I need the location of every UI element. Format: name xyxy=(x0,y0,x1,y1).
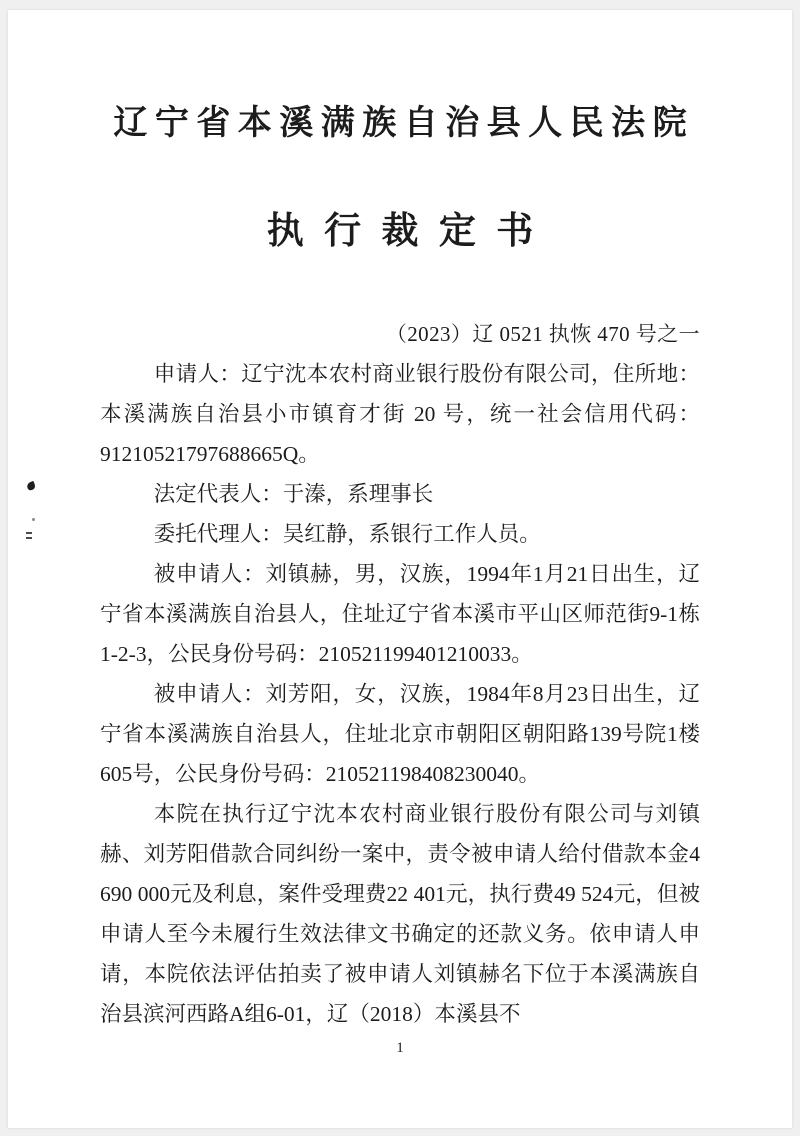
scan-artifact-mark xyxy=(26,481,36,491)
case-number: （2023）辽 0521 执恢 470 号之一 xyxy=(385,322,700,347)
paragraph-respondent-2: 被申请人：刘芳阳，女，汉族，1984年8月23日出生，辽宁省本溪满族自治县人，住址北京市朝阳区朝阳路139号院1楼605号，公民身份号码：210521198408230040。 xyxy=(100,682,700,787)
scan-artifact-lines xyxy=(26,532,32,539)
document-title: 执行裁定书 xyxy=(266,211,554,253)
paragraph-entrusted-agent: 委托代理人：吴红静，系银行工作人员。 xyxy=(153,522,541,547)
document-body xyxy=(100,354,700,1034)
paragraph-applicant: 申请人：辽宁沈本农村商业银行股份有限公司，住所地：本溪满族自治县小市镇育才街 20 号，统一社会信用代码：91210521797688665Q。 xyxy=(100,362,700,467)
paragraph-respondent-1: 被申请人：刘镇赫，男，汉族，1994年1月21日出生，辽宁省本溪满族自治县人，住址辽宁省本溪市平山区师范街9-1栋1-2-3，公民身份号码：210521199401210033。 xyxy=(100,562,700,667)
page-number: 1 xyxy=(396,1040,404,1056)
scan-artifact-dot xyxy=(32,518,35,521)
court-name-heading: 辽宁省本溪满族自治县人民法院 xyxy=(113,105,695,142)
paragraph-case-background: 本院在执行辽宁沈本农村商业银行股份有限公司与刘镇赫、刘芳阳借款合同纠纷一案中，责令被申请人给付借款本金4 690 000元及利息，案件受理费22 401元，执行费49 524元，但被申请人至今未履行生效法律文书确定的还款义务。依申请人申请，本院依法评估拍卖了被申请人刘镇赫名下位于本溪满族自治县滨河西路A组6-01，辽（2018）本溪县不 xyxy=(100,802,700,1027)
paragraph-legal-representative: 法定代表人：于溱，系理事长 xyxy=(153,482,434,507)
document-page xyxy=(8,10,792,1128)
